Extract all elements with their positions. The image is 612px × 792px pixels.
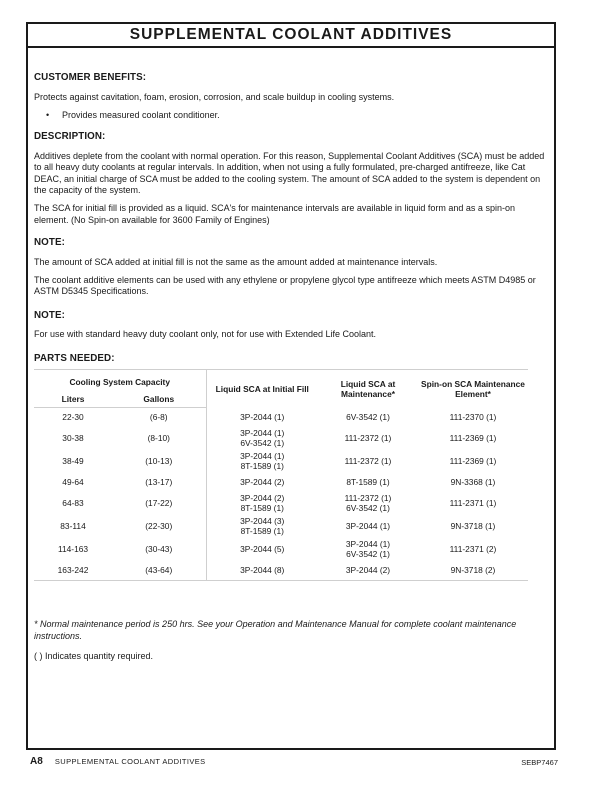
footer-title: SUPPLEMENTAL COOLANT ADDITIVES [54,757,206,766]
maintenance-cell [318,473,418,492]
spin-on-cell [418,492,528,515]
spin-on-cell [418,561,528,581]
liters-header: Liters [34,390,112,408]
initial-fill-cell-value: 3P-2044 (1) [240,451,285,461]
note2-heading: NOTE: [34,309,65,321]
gallons-cell-value: (8-10) [147,432,170,443]
initial-fill-cell [206,561,318,581]
maintenance-cell-value: 3P-2044 (2) [345,564,391,575]
spin-on-cell [418,427,528,450]
table-row [34,538,528,561]
liters-cell-value: 38-49 [62,455,84,466]
description-paragraph-1: Additives deplete from the coolant with normal operation. For this reason, Supplemental Coolant Additives (SCA) must be added to all heavy duty coolants at regular intervals. In addition, when not using a fully formulated, pre-charged antifreeze, like Cat DEAC, an initial charge of SCA must be added to the cooling system. The amount of SCA added to the system is dependent on the capacity of the system. [34,150,545,195]
liters-cell [34,427,112,450]
spin-on-header-line2: Element* [455,388,491,399]
note1-heading: NOTE: [34,237,65,248]
initial-fill-cell-value: 3P-2044 (2) [240,476,285,487]
initial-fill-cell-value: 3P-2044 (2) [240,493,285,503]
spin-on-cell-value: 9N-3368 (1) [450,476,496,487]
parts-heading: PARTS NEEDED: [34,352,115,364]
liters-cell [34,408,112,428]
spin-on-cell [418,538,528,561]
table-row [34,561,528,581]
gallons-cell [112,473,206,492]
spin-on-cell-value: 9N-3718 (2) [450,564,496,575]
bullet-icon: • [46,109,50,120]
gallons-cell [112,515,206,538]
benefits-heading: CUSTOMER BENEFITS: [34,72,147,83]
table-row [34,492,528,515]
maintenance-cell [318,561,418,581]
gallons-cell [112,492,206,515]
gallons-cell-value: (43-64) [145,564,173,575]
maintenance-cell [318,450,418,473]
initial-fill-cell [206,450,318,473]
liters-cell-value: 114-163 [57,543,89,554]
gallons-cell [112,538,206,561]
gallons-cell [112,408,206,428]
liters-cell [34,473,112,492]
initial-fill-cell [206,427,318,450]
gallons-cell-value: (30-43) [145,543,173,554]
liters-cell [34,515,112,538]
page-frame [26,22,556,750]
gallons-cell [112,427,206,450]
spin-on-cell-value: 111-2371 (1) [449,497,497,508]
initial-fill-cell-value: 3P-2044 (5) [240,543,285,554]
maintenance-cell-value: 6V-3542 (1) [346,502,390,513]
maintenance-cell [318,538,418,561]
spin-on-cell-value: 111-2371 (2) [449,543,497,554]
initial-fill-cell [206,515,318,538]
initial-fill-cell-value: 8T-1589 (1) [240,502,284,513]
initial-fill-cell-value: 3P-2044 (1) [240,411,285,422]
gallons-cell [112,561,206,581]
page-footer [30,756,560,767]
page-title: SUPPLEMENTAL COOLANT ADDITIVES [28,24,554,48]
parts-table [34,369,528,581]
table-row [34,408,528,428]
initial-fill-cell [206,408,318,428]
benefits-bullet [46,110,548,122]
parts-table-body [34,408,528,581]
maintenance-cell [318,408,418,428]
liters-cell-value: 30-38 [62,432,84,443]
maintenance-header-line2: Maintenance* [341,388,395,399]
page-content [28,48,554,663]
gallons-cell-value: (22-30) [145,520,173,531]
table-row [34,515,528,538]
gallons-cell-value: (17-22) [145,497,173,508]
liters-cell-value: 49-64 [62,476,84,487]
maintenance-cell-value: 6V-3542 (1) [346,548,390,559]
liters-cell-value: 163-242 [57,564,89,575]
maintenance-cell-value: 3P-2044 (1) [345,520,391,531]
initial-fill-header: Liquid SCA at Initial Fill [206,370,318,408]
description-paragraph-2: The SCA for initial fill is provided as a liquid. SCA's for maintenance intervals are available in liquid form and as a spin-on element. (No Spin-on available for 3600 Family of Engines) [34,203,515,225]
table-row [34,427,528,450]
gallons-cell-value: (6-8) [149,411,168,422]
table-row [34,450,528,473]
spin-on-header [418,370,528,408]
initial-fill-cell-value: 3P-2044 (3) [240,516,285,526]
document-code: SEBP7467 [521,758,558,767]
initial-fill-cell-value: 8T-1589 (1) [240,460,284,471]
spin-on-cell-value: 111-2369 (1) [449,455,497,466]
maintenance-header [318,370,418,408]
spin-on-cell-value: 111-2369 (1) [449,432,497,443]
footnote: * Normal maintenance period is 250 hrs. See your Operation and Maintenance Manual for complete coolant maintenance instructions. [34,619,517,641]
note2-paragraph-1: For use with standard heavy duty coolant only, not for use with Extended Life Coolant. [34,329,377,339]
liters-cell-value: 22-30 [62,411,84,422]
initial-fill-cell-value: 3P-2044 (1) [240,428,285,438]
maintenance-cell-value: 6V-3542 (1) [346,411,390,422]
quantity-note: ( ) Indicates quantity required. [34,651,154,661]
liters-cell-value: 64-83 [62,497,84,508]
liters-cell [34,450,112,473]
spin-on-cell-value: 9N-3718 (1) [450,520,496,531]
bullet-text: Provides measured coolant conditioner. [62,109,220,120]
liters-cell [34,492,112,515]
maintenance-cell [318,515,418,538]
spin-on-cell [418,450,528,473]
gallons-cell-value: (13-17) [145,476,173,487]
maintenance-cell-value: 8T-1589 (1) [346,476,390,487]
maintenance-cell [318,492,418,515]
maintenance-cell-value: 111-2372 (1) [344,493,392,503]
maintenance-cell-value: 111-2372 (1) [344,455,392,466]
spin-on-cell [418,473,528,492]
maintenance-cell-value: 111-2372 (1) [344,432,392,443]
spin-on-cell [418,515,528,538]
gallons-cell [112,450,206,473]
description-heading: DESCRIPTION: [34,131,106,142]
page-number: A8 [30,756,43,767]
gallons-cell-value: (10-13) [145,455,173,466]
benefits-text: Protects against cavitation, foam, erosion, corrosion, and scale buildup in cooling systems. [34,91,395,102]
capacity-header: Cooling System Capacity [34,370,206,391]
table-row [34,473,528,492]
spin-on-cell-value: 111-2370 (1) [449,411,497,422]
liters-cell [34,561,112,581]
initial-fill-cell [206,538,318,561]
liters-cell [34,538,112,561]
maintenance-cell [318,427,418,450]
note1-paragraph-2: The coolant additive elements can be used with any ethylene or propylene glycol type antifreeze which meets ASTM D4985 or ASTM D5345 Specifications. [34,274,536,296]
initial-fill-cell-value: 3P-2044 (8) [240,564,285,575]
spin-on-header-line1: Spin-on SCA Maintenance [421,378,525,389]
initial-fill-cell [206,492,318,515]
note1-paragraph-1: The amount of SCA added at initial fill is not the same as the amount added at maintenance intervals. [34,256,438,267]
gallons-header: Gallons [112,390,206,408]
spin-on-cell [418,408,528,428]
maintenance-cell-value: 3P-2044 (1) [345,539,391,549]
liters-cell-value: 83-114 [60,520,86,531]
maintenance-header-line1: Liquid SCA at [340,378,396,389]
initial-fill-cell [206,473,318,492]
initial-fill-cell-value: 8T-1589 (1) [240,525,284,536]
initial-fill-cell-value: 6V-3542 (1) [240,437,285,448]
